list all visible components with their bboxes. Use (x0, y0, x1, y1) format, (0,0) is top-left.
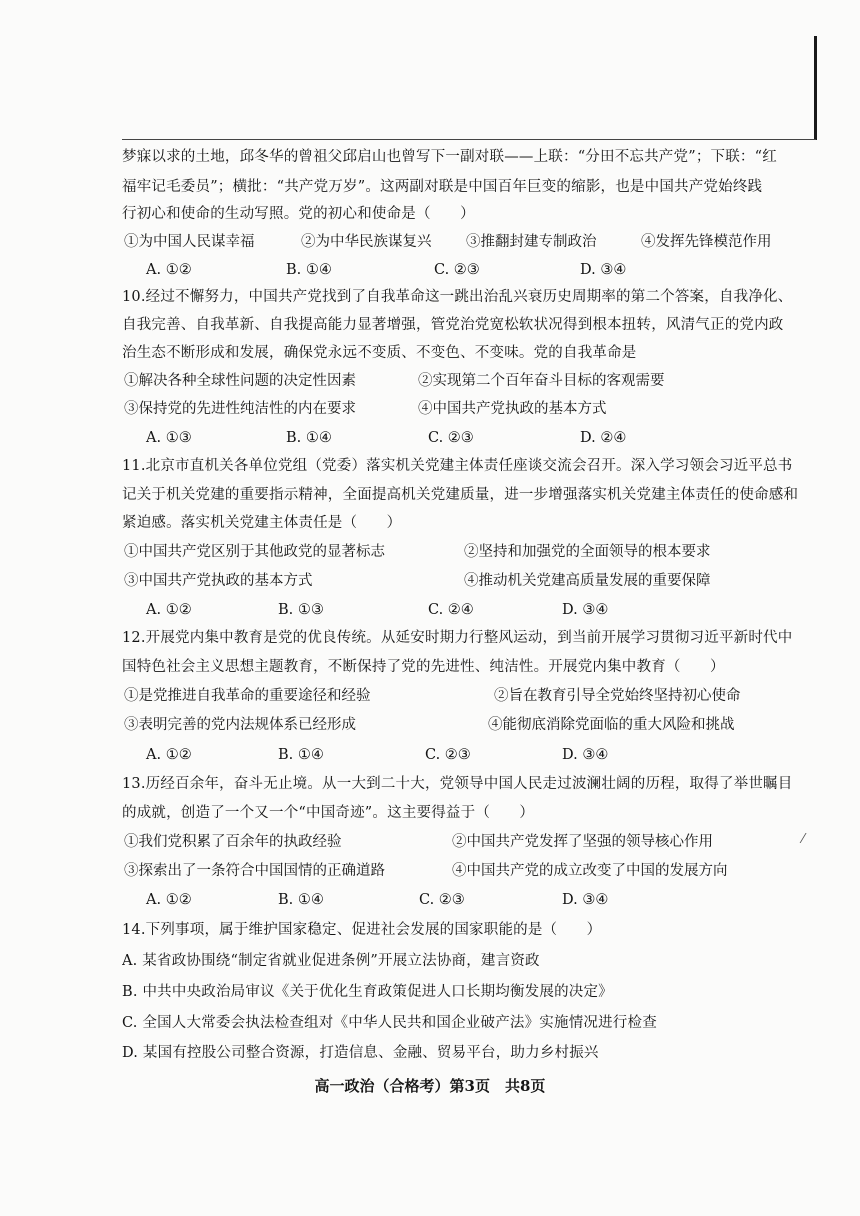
q14-option-b: B. 中共中央政治局审议《关于优化生育政策促进人口长期均衡发展的决定》 (122, 984, 613, 1000)
q11-option-c: C. ②④ (428, 602, 474, 618)
q9-option-a: A. ①② (146, 262, 192, 278)
q10-statement-4: ④中国共产党执政的基本方式 (418, 401, 607, 417)
q12-statement-3: ③表明完善的党内法规体系已经形成 (124, 717, 356, 733)
q13-statement-1: ①我们党积累了百余年的执政经验 (124, 834, 342, 850)
q11-option-d: D. ③④ (562, 602, 609, 618)
q12-option-a: A. ①② (146, 747, 192, 763)
q9-line-2: 福牢记毛委员”；横批：“共产党万岁”。这两副对联是中国百年巨变的缩影，也是中国共产党始终践 (122, 179, 763, 195)
q11-option-a: A. ①② (146, 602, 192, 618)
q10-line-1: 10.经过不懈努力，中国共产党找到了自我革命这一跳出治乱兴衰历史周期率的第二个答案，自我净化、 (122, 289, 793, 305)
q14-option-c: C. 全国人大常委会执法检查组对《中华人民共和国企业破产法》实施情况进行检查 (122, 1015, 657, 1031)
q11-option-b: B. ①③ (278, 602, 324, 618)
q9-option-d: D. ③④ (580, 262, 627, 278)
q9-statement-3: ③推翻封建专制政治 (466, 234, 597, 250)
q13-option-d: D. ③④ (562, 892, 609, 908)
q12-line-1: 12.开展党内集中教育是党的优良传统。从延安时期力行整风运动，到当前开展学习贯彻习近平新时代中 (122, 630, 793, 646)
q12-option-c: C. ②③ (425, 747, 471, 763)
q9-line-1: 梦寐以求的土地，邱冬华的曾祖父邱启山也曾写下一副对联——上联：“分田不忘共产党”；下联：“红 (122, 149, 777, 165)
q12-line-2: 国特色社会主义思想主题教育，不断保持了党的先进性、纯洁性。开展党内集中教育（ ） (122, 659, 725, 675)
q12-statement-4: ④能彻底消除党面临的重大风险和挑战 (488, 717, 735, 733)
q9-option-b: B. ①④ (286, 262, 332, 278)
scan-smudge: ⁄ (802, 832, 805, 847)
q9-option-c: C. ②③ (434, 262, 480, 278)
q10-statement-3: ③保持党的先进性纯洁性的内在要求 (124, 401, 356, 417)
header-rule (122, 139, 816, 140)
q11-line-3: 紧迫感。落实机关党建主体责任是（ ） (122, 515, 402, 531)
q10-line-3: 治生态不断形成和发展，确保党永远不变质、不变色、不变味。党的自我革命是 (122, 345, 637, 361)
q14-stem: 14.下列事项，属于维护国家稳定、促进社会发展的国家职能的是（ ） (122, 922, 602, 938)
q10-option-c: C. ②③ (428, 430, 474, 446)
q9-statement-2: ②为中华民族谋复兴 (301, 234, 432, 250)
q13-statement-2: ②中国共产党发挥了坚强的领导核心作用 (452, 834, 713, 850)
q12-statement-1: ①是党推进自我革命的重要途径和经验 (124, 688, 371, 704)
scan-edge-mark (814, 36, 817, 140)
q13-line-2: 的成就，创造了一个又一个“中国奇迹”。这主要得益于（ ） (122, 805, 535, 821)
q12-statement-2: ②旨在教育引导全党始终坚持初心使命 (494, 688, 741, 704)
q10-statement-1: ①解决各种全球性问题的决定性因素 (124, 373, 356, 389)
q11-line-2: 记关于机关党建的重要指示精神，全面提高机关党建质量，进一步增强落实机关党建主体责任的使命感和 (122, 487, 799, 503)
q9-line-3: 行初心和使命的生动写照。党的初心和使命是（ ） (122, 206, 475, 222)
page-footer: 高一政治（合格考）第3页 共8页 (314, 1077, 546, 1095)
q13-statement-3: ③探索出了一条符合中国国情的正确道路 (124, 863, 385, 879)
q14-option-d: D. 某国有控股公司整合资源，打造信息、金融、贸易平台，助力乡村振兴 (122, 1045, 599, 1061)
q9-statement-4: ④发挥先锋模范作用 (641, 234, 772, 250)
q11-statement-2: ②坚持和加强党的全面领导的根本要求 (464, 544, 711, 560)
q9-statement-1: ①为中国人民谋幸福 (124, 234, 255, 250)
q13-option-c: C. ②③ (419, 892, 465, 908)
q10-option-a: A. ①③ (146, 430, 192, 446)
q10-option-b: B. ①④ (286, 430, 332, 446)
q11-line-1: 11.北京市直机关各单位党组（党委）落实机关党建主体责任座谈交流会召开。深入学习领会习近平总书 (122, 458, 793, 474)
q11-statement-1: ①中国共产党区别于其他政党的显著标志 (124, 544, 385, 560)
q11-statement-4: ④推动机关党建高质量发展的重要保障 (464, 573, 711, 589)
q10-line-2: 自我完善、自我革新、自我提高能力显著增强，管党治党宽松软状况得到根本扭转，风清气正的党内政 (122, 317, 784, 333)
q13-option-b: B. ①④ (278, 892, 324, 908)
q13-line-1: 13.历经百余年，奋斗无止境。从一大到二十大，党领导中国人民走过波澜壮阔的历程，取得了举世瞩目 (122, 776, 793, 792)
q10-statement-2: ②实现第二个百年奋斗目标的客观需要 (418, 373, 665, 389)
q12-option-b: B. ①④ (278, 747, 324, 763)
q14-option-a: A. 某省政协围绕“制定省就业促进条例”开展立法协商，建言资政 (122, 953, 540, 969)
q11-statement-3: ③中国共产党执政的基本方式 (124, 573, 313, 589)
q13-option-a: A. ①② (146, 892, 192, 908)
q13-statement-4: ④中国共产党的成立改变了中国的发展方向 (452, 863, 728, 879)
q10-option-d: D. ②④ (580, 430, 627, 446)
q12-option-d: D. ③④ (562, 747, 609, 763)
